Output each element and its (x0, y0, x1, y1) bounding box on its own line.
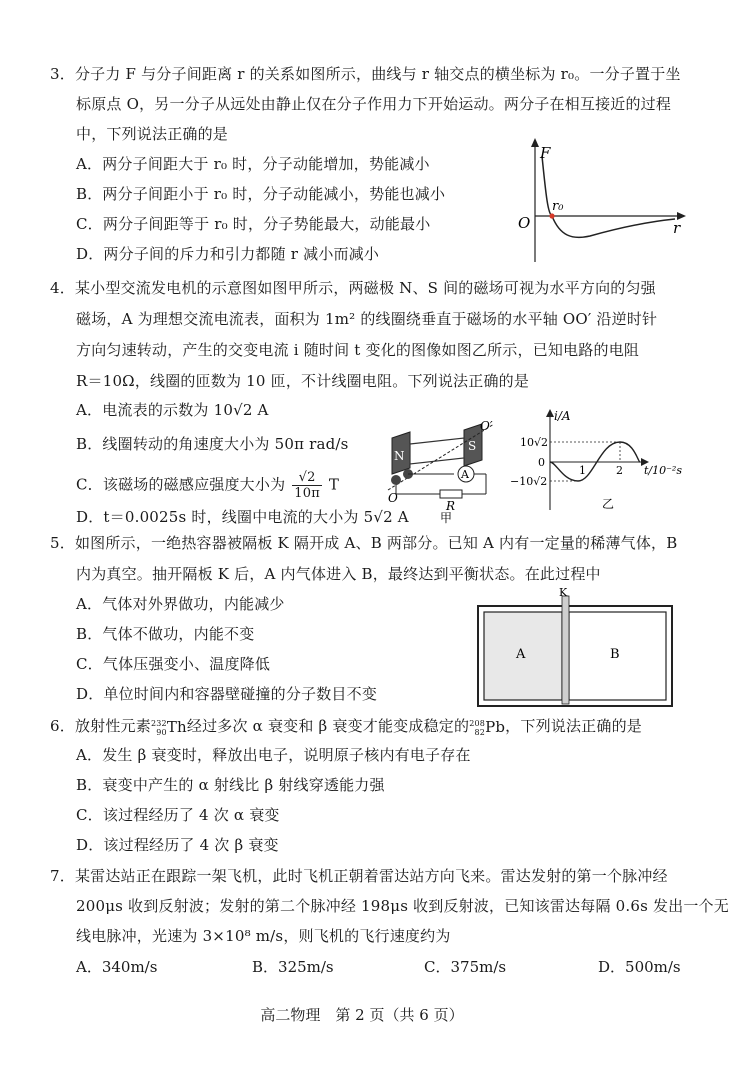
q3-option-a: A．两分子间距大于 r₀ 时，分子动能增加，势能减小 (76, 155, 430, 173)
q6-stem-middle: 经过多次 α 衰变和 β 衰变才能变成稳定的 (186, 717, 470, 735)
q3-force-distance-graph (510, 136, 690, 264)
q4-option-c (76, 470, 339, 501)
q7-option-b: B．325m/s (252, 958, 334, 976)
q6-pb-atomic-number: 82 (474, 728, 486, 737)
q4-option-c-unit: T (328, 475, 340, 494)
q3-option-c: C．两分子间距等于 r₀ 时，分子势能最大，动能最小 (76, 215, 431, 233)
q5-chamber-b-label: B (610, 647, 620, 662)
q6-thorium-nuclide (151, 717, 187, 737)
q7-option-a: A．340m/s (76, 958, 158, 976)
q4-figure-jia-caption: 甲 (440, 511, 453, 525)
q6-pb-mass-number: 208 (469, 719, 486, 728)
q6-pb-symbol: Pb (485, 718, 506, 736)
q4-option-b: B．线圈转动的角速度大小为 50π rad/s (76, 435, 349, 453)
q4-ammeter-label: A (461, 468, 469, 481)
q5-option-d: D．单位时间内和容器壁碰撞的分子数目不变 (76, 685, 378, 703)
q5-stem-line-1: 5．如图所示，一绝热容器被隔板 K 隔开成 A、B 两部分。已知 A 内有一定量的稀薄气体，B (50, 534, 678, 552)
q6-th-atomic-number: 90 (156, 728, 167, 737)
q7-stem-line-2: 200μs 收到反射波；发射的第二个脉冲经 198μs 收到反射波，已知该雷达每隔 0.6s 发出一个无 (76, 897, 729, 915)
q4-current-time-graph (508, 406, 682, 516)
q4-graph-x2: 2 (616, 464, 623, 477)
q4-fraction-denominator: 10π (294, 486, 320, 501)
q3-stem-line-3: 中，下列说法正确的是 (76, 125, 229, 143)
q3-stem-line-1: 3．分子力 F 与分子间距离 r 的关系如图所示，曲线与 r 轴交点的横坐标为 r₀。一分子置于坐 (50, 65, 681, 83)
q5-option-a: A．气体对外界做功，内能减少 (76, 595, 285, 613)
q7-option-d: D．500m/s (598, 958, 681, 976)
page-footer: 高二物理 第 2 页（共 6 页） (260, 1006, 464, 1024)
q7-stem-line-1: 7．某雷达站正在跟踪一架飞机，此时飞机正朝着雷达站方向飞来。雷达发射的第一个脉冲经 (50, 867, 668, 885)
q6-option-c: C．该过程经历了 4 次 α 衰变 (76, 806, 280, 824)
q4-graph-xlabel: t/10⁻²s (644, 464, 682, 477)
q4-stem-line-1: 4．某小型交流发电机的示意图如图甲所示，两磁极 N、S 间的磁场可视为水平方向的匀强 (50, 279, 656, 297)
q4-graph-zero: 0 (538, 456, 545, 469)
q3-option-d: D．两分子间的斥力和引力都随 r 减小而减小 (76, 245, 380, 263)
q4-option-c-fraction (292, 470, 322, 501)
q4-resistor-label: R (446, 499, 456, 513)
q4-stem-line-3: 方向匀速转动，产生的交变电流 i 随时间 t 变化的图像如图乙所示，已知电路的电阻 (76, 341, 640, 359)
q5-option-c: C．气体压强变小、温度降低 (76, 655, 271, 673)
q5-chamber-a-label: A (516, 647, 526, 662)
q4-graph-ytop: 10√2 (520, 436, 549, 449)
q4-option-a: A．电流表的示数为 10√2 A (76, 401, 269, 419)
q4-graph-ylabel: i/A (554, 409, 571, 423)
q4-option-c-text: C．该磁场的磁感应强度大小为 (76, 475, 286, 494)
q3-graph-r0-label: r₀ (552, 199, 564, 214)
q4-stem-line-4: R＝10Ω，线圈的匝数为 10 匝，不计线圈电阻。下列说法正确的是 (76, 372, 530, 390)
q3-graph-f-label: F (540, 144, 551, 162)
q4-graph-x1: 1 (579, 464, 586, 477)
q4-n-pole-label: N (394, 449, 405, 463)
q6-lead-nuclide (469, 717, 505, 737)
q6-th-mass-number: 232 (150, 719, 167, 728)
q5-partition-k-label: K (559, 586, 568, 599)
q6-stem (50, 716, 642, 737)
q6-option-a: A．发生 β 衰变时，释放出电子，说明原子核内有电子存在 (76, 746, 471, 764)
q4-fraction-numerator: √2 (292, 470, 322, 486)
q4-figure-yi-caption: 乙 (602, 497, 615, 511)
q7-option-c: C．375m/s (424, 958, 507, 976)
q3-graph-r-label: r (673, 219, 681, 237)
q4-o-label: O (388, 491, 398, 505)
q6-option-b: B．衰变中产生的 α 射线比 β 射线穿透能力强 (76, 776, 385, 794)
q4-graph-ybottom: −10√2 (510, 475, 548, 488)
q3-stem-line-2: 标原点 O，另一分子从远处由静止仅在分子作用力下开始运动。两分子在相互接近的过程 (76, 95, 672, 113)
q4-s-pole-label: S (468, 439, 477, 453)
q5-option-b: B．气体不做功，内能不变 (76, 625, 255, 643)
q6-th-symbol: Th (166, 718, 187, 736)
q4-option-d: D．t＝0.0025s 时，线圈中电流的大小为 5√2 A (76, 508, 409, 526)
q3-option-b: B．两分子间距小于 r₀ 时，分子动能减小，势能也减小 (76, 185, 446, 203)
q6-stem-suffix: ，下列说法正确的是 (505, 717, 642, 735)
q3-graph-origin-label: O (518, 214, 531, 232)
q4-stem-line-2: 磁场，A 为理想交流电流表，面积为 1m² 的线圈绕垂直于磁场的水平轴 OO′ 沿逆时针 (76, 310, 658, 328)
q4-o-prime-label: O′ (480, 419, 493, 433)
q6-option-d: D．该过程经历了 4 次 β 衰变 (76, 836, 279, 854)
q5-container-diagram (476, 586, 676, 710)
q6-stem-prefix: 6．放射性元素 (50, 717, 151, 735)
q7-stem-line-3: 线电脉冲，光速为 3×10⁸ m/s，则飞机的飞行速度约为 (76, 927, 451, 945)
q4-generator-diagram (382, 420, 508, 526)
q5-stem-line-2: 内为真空。抽开隔板 K 后，A 内气体进入 B，最终达到平衡状态。在此过程中 (76, 565, 601, 583)
